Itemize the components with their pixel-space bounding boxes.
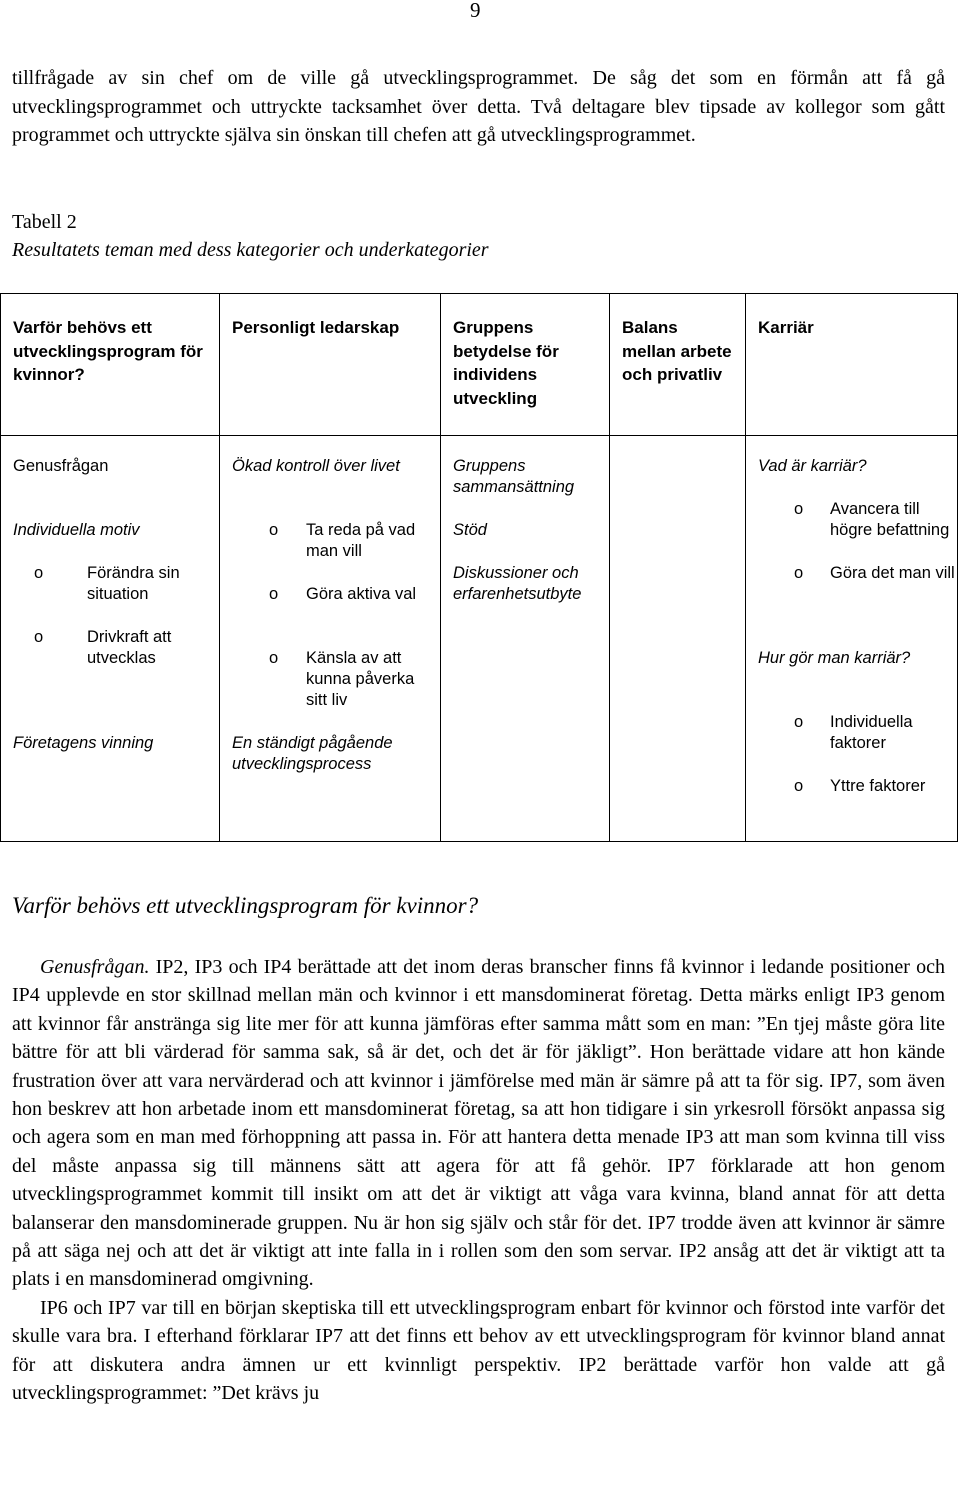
bullet-icon: o <box>794 500 804 518</box>
cell-work-life-balance <box>610 436 746 842</box>
table-header-row <box>1 294 958 436</box>
category-vad-ar-karriar: Vad är karriär? <box>758 457 867 475</box>
cell-personal-leadership <box>220 436 441 842</box>
subcategory-forandra-sin-situation: Förändra sin situation <box>87 564 180 603</box>
header-personal-leadership: Personligt ledarskap <box>220 294 441 436</box>
category-foretagens-vinning: Företagens vinning <box>13 734 154 752</box>
cell-group-significance <box>441 436 610 842</box>
cell-career <box>746 436 958 842</box>
bullet-icon: o <box>269 521 279 539</box>
cell-why-program <box>1 436 220 842</box>
paragraph-ip6-ip7: IP6 och IP7 var till en början skeptiska till ett utvecklingsprogram enbart för kvinnor och förstod inte varför det skulle vara bra. I efterhand förklarar IP7 att det finns ett behov av ett utvecklingsprogram för kvinnor bland annat för att diskutera andra ämnen ur ett kvinnligt perspektiv. IP2 berättade varför hon valde att gå utvecklingsprogrammet: ”Det krävs ju <box>12 1296 945 1405</box>
category-standigt-pagaende: En ständigt pågående utvecklingsprocess <box>232 734 393 773</box>
section-heading: Varför behövs ett utvecklingsprogram för kvinnor? <box>12 893 479 918</box>
category-individuella-motiv: Individuella motiv <box>13 521 140 539</box>
bullet-icon: o <box>34 628 44 646</box>
subcategory-ta-reda-pa: Ta reda på vad man vill <box>306 521 416 560</box>
category-gruppens-sammansattning: Gruppens sammansättning <box>453 457 575 496</box>
bullet-icon: o <box>794 564 804 582</box>
paragraph-lead: Genusfrågan. <box>40 956 150 978</box>
header-work-life-balance: Balans mellan arbete och privatliv <box>610 294 746 436</box>
category-genusfragan: Genusfrågan <box>13 457 109 475</box>
bullet-icon: o <box>34 564 44 582</box>
subcategory-individuella-faktorer: Individuella faktorer <box>830 713 913 752</box>
table-body-row <box>1 436 958 842</box>
bullet-icon: o <box>794 777 804 795</box>
subcategory-kansla-av-att-paverka: Känsla av att kunna påverka sitt liv <box>306 649 415 709</box>
subcategory-gora-det-man-vill: Göra det man vill <box>830 564 955 582</box>
bullet-icon: o <box>269 649 279 667</box>
bullet-icon: o <box>269 585 279 603</box>
category-diskussioner: Diskussioner och erfarenhetsutbyte <box>453 564 582 603</box>
table-caption-label: Tabell 2 <box>12 211 77 233</box>
category-stod: Stöd <box>453 521 487 539</box>
page-number: 9 <box>470 0 481 22</box>
header-group-significance: Gruppens betydelse för individens utveckling <box>441 294 610 436</box>
intro-paragraph: tillfrågade av sin chef om de ville gå utvecklingsprogrammet. De såg det som en förmån att få gå utvecklingsprogrammet och uttryckte tacksamhet över detta. Två deltagare blev tipsade av kollegor som gått programmet och uttryckte själva sin önskan till chefen att gå utvecklingsprogrammet. <box>12 67 945 147</box>
header-why-program: Varför behövs ett utvecklingsprogram för kvinnor? <box>1 294 220 436</box>
section-body <box>12 953 945 1408</box>
subcategory-avancera: Avancera till högre befattning <box>830 500 950 539</box>
paragraph-genusfragan <box>12 953 945 1294</box>
subcategory-gora-aktiva-val: Göra aktiva val <box>306 585 417 603</box>
category-hur-gor-man-karriar: Hur gör man karriär? <box>758 649 911 667</box>
paragraph-text: IP2, IP3 och IP4 berättade att det inom deras branscher finns få kvinnor i ledande positioner och IP4 upplevde en stor skillnad mellan män och kvinnor i ett mansdominerat företag. Detta märks enligt IP3 genom att kvinnor får anstränga sig lite mer för att kunna jämföras efter samma mått som en man: ”En tjej måste göra lite bättre för att bli värderad för samma sak, så är det, och det är för jäkligt”. Hon berättade vidare att hon kände frustration över att vara nervärderad och att kvinnor i jämförelse med män är sämre på att ta för sig. IP7, som även hon beskrev att hon arbetade inom ett mansdominerat företag, sa att hon tidigare i sin yrkesroll försökt anpassa sig och agera som en man med förhoppning att passa in. För att hantera detta menade IP3 att man som kvinna till viss del måste anpassa sig till männens sätt att agera för att få gehör. IP7 förklarade att hon genom utvecklingsprogrammet kommit till insikt om att det är viktigt att våga vara kvinna, bland annat för att detta balanserar den mansdominerade gruppen. Nu är hon sig själv och står för det. IP7 trodde även att kvinnor är sämre på att säga nej och att det är viktigt att inte falla in i rollen som den som servar. IP2 ansåg att det är viktigt att ta plats i en mansdominerad omgivning. <box>12 956 945 1291</box>
subcategory-drivkraft-att-utvecklas: Drivkraft att utvecklas <box>87 628 172 667</box>
subcategory-yttre-faktorer: Yttre faktorer <box>830 777 926 795</box>
themes-table <box>0 293 958 842</box>
category-okad-kontroll: Ökad kontroll över livet <box>232 457 400 475</box>
bullet-icon: o <box>794 713 804 731</box>
header-career: Karriär <box>746 294 958 436</box>
table-caption-title: Resultatets teman med dess kategorier och underkategorier <box>12 239 489 261</box>
